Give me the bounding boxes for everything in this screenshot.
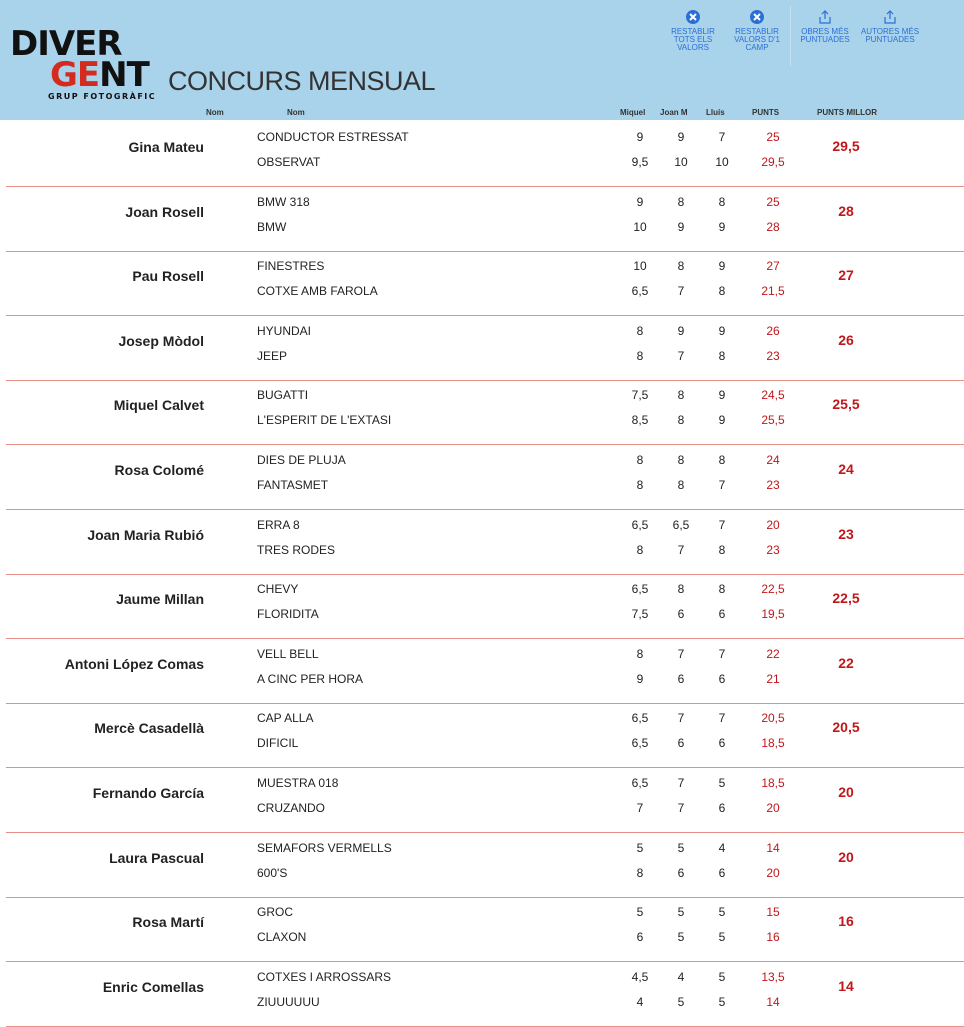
- column-header-judge-joan-m[interactable]: Joan M: [660, 108, 688, 117]
- share-icon: [817, 9, 833, 25]
- best-points: 24: [838, 461, 854, 477]
- best-points: 25,5: [832, 396, 860, 413]
- column-header-author[interactable]: Nom: [206, 108, 224, 117]
- work-points[interactable]: 13,5: [761, 969, 785, 984]
- score-joan-m[interactable]: 5: [677, 905, 685, 920]
- logo-subtitle: GRUP FOTOGRÀFIC: [48, 92, 157, 101]
- author-name[interactable]: Josep Mòdol: [118, 332, 204, 349]
- score-miquel[interactable]: 6,5: [631, 736, 649, 751]
- work-title[interactable]: FANTASMET: [257, 478, 329, 492]
- best-points: 20,5: [832, 719, 860, 736]
- best-points: 23: [838, 525, 854, 542]
- work-title[interactable]: 600'S: [257, 865, 288, 880]
- score-joan-m[interactable]: 6,5: [672, 517, 690, 532]
- score-miquel[interactable]: 8: [636, 865, 644, 880]
- score-lluis[interactable]: 9: [718, 259, 726, 274]
- top-works-button[interactable]: [793, 9, 857, 44]
- score-lluis[interactable]: 9: [718, 219, 726, 234]
- close-circle-icon: [685, 9, 701, 25]
- work-points[interactable]: 25,5: [761, 413, 785, 428]
- table-row[interactable]: [6, 574, 964, 639]
- score-lluis[interactable]: 8: [718, 194, 726, 209]
- work-title[interactable]: BMW: [257, 219, 287, 234]
- score-lluis[interactable]: 5: [718, 930, 726, 945]
- work-title[interactable]: VELL BELL: [257, 646, 319, 661]
- author-name[interactable]: Laura Pascual: [109, 849, 204, 866]
- work-title[interactable]: COTXE AMB FAROLA: [257, 284, 378, 299]
- score-lluis[interactable]: 5: [718, 969, 726, 984]
- work-title[interactable]: COTXES I ARROSSARS: [257, 969, 392, 984]
- work-points[interactable]: 24: [766, 453, 780, 467]
- work-points[interactable]: 19,5: [761, 607, 785, 622]
- work-title[interactable]: DIFICIL: [257, 736, 299, 751]
- score-miquel[interactable]: 4: [636, 994, 644, 1009]
- logo-line-2-b: NT: [99, 55, 149, 95]
- score-miquel[interactable]: 8: [636, 478, 644, 492]
- score-lluis[interactable]: 5: [718, 994, 726, 1009]
- work-title[interactable]: DIES DE PLUJA: [257, 453, 346, 467]
- table-row[interactable]: [6, 768, 964, 833]
- work-points[interactable]: 25: [766, 130, 780, 144]
- best-points: 16: [838, 913, 854, 930]
- work-points[interactable]: 22,5: [761, 582, 785, 597]
- author-name[interactable]: Gina Mateu: [128, 139, 204, 155]
- score-lluis[interactable]: 4: [718, 840, 726, 855]
- best-points: 29,5: [832, 138, 860, 154]
- work-title[interactable]: CHEVY: [257, 582, 299, 597]
- score-lluis[interactable]: 7: [718, 130, 726, 144]
- work-title[interactable]: MUESTRA 018: [257, 776, 339, 790]
- work-title[interactable]: ZIUUUUUU: [257, 994, 320, 1009]
- work-title[interactable]: FLORIDITA: [257, 607, 319, 622]
- score-lluis[interactable]: 6: [718, 607, 726, 622]
- author-name[interactable]: Joan Rosell: [125, 203, 204, 220]
- score-joan-m[interactable]: 6: [677, 607, 685, 622]
- work-points[interactable]: 29,5: [761, 155, 785, 169]
- score-lluis[interactable]: 7: [718, 711, 726, 726]
- score-miquel[interactable]: 9: [636, 671, 644, 686]
- work-points[interactable]: 25: [766, 194, 780, 209]
- author-name[interactable]: Antoni López Comas: [64, 655, 204, 672]
- toolbar-divider: [790, 6, 791, 66]
- author-name[interactable]: Rosa Colomé: [114, 462, 204, 478]
- score-joan-m[interactable]: 7: [677, 542, 685, 557]
- work-title[interactable]: JEEP: [257, 348, 288, 363]
- score-miquel[interactable]: 6,5: [631, 711, 649, 726]
- work-points[interactable]: 14: [766, 840, 780, 855]
- work-title[interactable]: A CINC PER HORA: [257, 671, 364, 686]
- score-miquel[interactable]: 5: [636, 840, 644, 855]
- score-joan-m[interactable]: 8: [677, 453, 685, 467]
- work-title[interactable]: SEMAFORS VERMELLS: [257, 840, 392, 855]
- score-joan-m[interactable]: 8: [677, 194, 685, 209]
- best-points: 22,5: [832, 590, 860, 607]
- logo-line-2: [50, 55, 149, 95]
- best-points: 20: [838, 784, 854, 800]
- work-points[interactable]: 23: [766, 478, 780, 492]
- best-points: 26: [838, 331, 854, 348]
- score-joan-m[interactable]: 8: [677, 413, 685, 428]
- score-miquel[interactable]: 6,5: [631, 284, 649, 299]
- score-joan-m[interactable]: 9: [677, 130, 685, 144]
- work-points[interactable]: 18,5: [761, 736, 785, 751]
- score-joan-m[interactable]: 6: [677, 736, 685, 751]
- score-miquel[interactable]: 8: [636, 323, 644, 338]
- author-name[interactable]: Jaume Millan: [116, 591, 204, 608]
- author-name[interactable]: Enric Comellas: [102, 978, 204, 995]
- score-lluis[interactable]: 6: [718, 736, 726, 751]
- table-row[interactable]: [6, 897, 964, 962]
- score-joan-m[interactable]: 6: [677, 671, 685, 686]
- work-points[interactable]: 22: [766, 646, 780, 661]
- score-miquel[interactable]: 6: [636, 930, 644, 945]
- logo-line-1: DIVER: [10, 24, 122, 64]
- score-joan-m[interactable]: 9: [677, 323, 685, 338]
- score-lluis[interactable]: 8: [718, 348, 726, 363]
- score-joan-m[interactable]: 5: [677, 840, 685, 855]
- score-joan-m[interactable]: 7: [677, 646, 685, 661]
- work-points[interactable]: 20: [766, 517, 780, 532]
- work-points[interactable]: 14: [766, 994, 780, 1009]
- score-joan-m[interactable]: 9: [677, 219, 685, 234]
- close-circle-icon: [749, 9, 765, 25]
- score-lluis[interactable]: 6: [718, 865, 726, 880]
- score-lluis[interactable]: 10: [715, 155, 729, 169]
- score-lluis[interactable]: 7: [718, 478, 726, 492]
- work-title[interactable]: HYUNDAI: [257, 323, 312, 338]
- table-row[interactable]: [6, 316, 964, 381]
- score-joan-m[interactable]: 8: [677, 388, 685, 403]
- score-miquel[interactable]: 9,5: [631, 155, 649, 169]
- table-row[interactable]: [6, 639, 964, 704]
- work-points[interactable]: 15: [766, 905, 780, 920]
- top-works-label: OBRES MÉS PUNTUADES: [800, 27, 850, 44]
- column-header-points[interactable]: PUNTS: [752, 108, 780, 117]
- page-title: CONCURS MENSUAL: [168, 66, 436, 96]
- score-miquel[interactable]: 8,5: [631, 413, 649, 428]
- score-lluis[interactable]: 5: [718, 776, 726, 790]
- author-name[interactable]: Joan Maria Rubió: [87, 526, 204, 543]
- work-points[interactable]: 21,5: [761, 284, 785, 299]
- reset-field-values-label: RESTABLIR VALORS D'1 CAMP: [734, 27, 780, 52]
- work-title[interactable]: BUGATTI: [257, 388, 309, 403]
- score-joan-m[interactable]: 7: [677, 711, 685, 726]
- work-points[interactable]: 18,5: [761, 776, 785, 790]
- work-points[interactable]: 20,5: [761, 711, 785, 726]
- table-row[interactable]: [6, 380, 964, 445]
- work-title[interactable]: TRES RODES: [257, 542, 336, 557]
- table-row[interactable]: [6, 445, 964, 510]
- score-joan-m[interactable]: 6: [677, 865, 685, 880]
- work-title[interactable]: CRUZANDO: [257, 801, 325, 815]
- author-name[interactable]: Rosa Martí: [132, 914, 204, 931]
- author-name[interactable]: Fernando García: [92, 785, 204, 801]
- work-points[interactable]: 16: [766, 930, 780, 945]
- work-points[interactable]: 24,5: [761, 388, 785, 403]
- score-lluis[interactable]: 9: [718, 323, 726, 338]
- score-lluis[interactable]: 6: [718, 801, 726, 815]
- score-joan-m[interactable]: 10: [674, 155, 688, 169]
- score-miquel[interactable]: 7,5: [631, 607, 649, 622]
- best-points: 28: [838, 202, 854, 219]
- score-miquel[interactable]: 8: [636, 348, 644, 363]
- score-joan-m[interactable]: 8: [677, 582, 685, 597]
- app-header: [0, 0, 964, 120]
- score-miquel[interactable]: 8: [636, 542, 644, 557]
- logo-line-2-a: GE: [50, 55, 100, 95]
- score-miquel[interactable]: 7,5: [631, 388, 649, 403]
- work-title[interactable]: BMW 318: [257, 194, 310, 209]
- work-points[interactable]: 27: [766, 259, 780, 274]
- top-authors-label: AUTORES MÉS PUNTUADES: [860, 27, 920, 44]
- score-lluis[interactable]: 8: [718, 284, 726, 299]
- score-lluis[interactable]: 8: [718, 542, 726, 557]
- score-joan-m[interactable]: 7: [677, 348, 685, 363]
- table-row[interactable]: [6, 187, 964, 252]
- table-row[interactable]: [6, 962, 964, 1027]
- score-joan-m[interactable]: 7: [677, 776, 685, 790]
- work-points[interactable]: 23: [766, 542, 780, 557]
- work-title[interactable]: GROC: [257, 905, 293, 920]
- score-lluis[interactable]: 5: [718, 905, 726, 920]
- score-miquel[interactable]: 9: [636, 130, 644, 144]
- score-lluis[interactable]: 8: [718, 582, 726, 597]
- score-joan-m[interactable]: 8: [677, 478, 685, 492]
- score-joan-m[interactable]: 5: [677, 930, 685, 945]
- score-joan-m[interactable]: 8: [677, 259, 685, 274]
- table-row[interactable]: [6, 833, 964, 898]
- work-title[interactable]: L'ESPERIT DE L'EXTASI: [257, 413, 392, 428]
- work-title[interactable]: FINESTRES: [257, 259, 325, 274]
- score-lluis[interactable]: 6: [718, 671, 726, 686]
- score-miquel[interactable]: 7: [636, 801, 644, 815]
- table-row[interactable]: [6, 510, 964, 575]
- top-authors-button[interactable]: [858, 9, 922, 44]
- score-miquel[interactable]: 8: [636, 453, 644, 467]
- share-icon: [882, 9, 898, 25]
- score-joan-m[interactable]: 7: [677, 801, 685, 815]
- author-name[interactable]: Pau Rosell: [132, 268, 204, 285]
- score-miquel[interactable]: 6,5: [631, 517, 649, 532]
- work-title[interactable]: OBSERVAT: [257, 155, 321, 169]
- reset-field-values-button[interactable]: [725, 9, 789, 52]
- divergent-logo: [10, 24, 160, 102]
- work-title[interactable]: ERRA 8: [257, 517, 300, 532]
- score-joan-m[interactable]: 7: [677, 284, 685, 299]
- score-miquel[interactable]: 6,5: [631, 582, 649, 597]
- work-points[interactable]: 21: [766, 671, 780, 686]
- reset-all-values-label: RESTABLIR TOTS ELS VALORS: [671, 27, 715, 52]
- column-header-judge-lluis[interactable]: Lluís: [706, 108, 725, 117]
- column-header-title[interactable]: Nom: [287, 108, 305, 117]
- work-title[interactable]: CAP ALLA: [257, 711, 314, 726]
- best-points: 20: [838, 848, 854, 865]
- author-name[interactable]: Mercè Casadellà: [94, 720, 204, 737]
- score-lluis[interactable]: 9: [718, 413, 726, 428]
- work-points[interactable]: 20: [766, 865, 780, 880]
- score-lluis[interactable]: 7: [718, 646, 726, 661]
- score-lluis[interactable]: 8: [718, 453, 726, 467]
- score-miquel[interactable]: 5: [636, 905, 644, 920]
- score-miquel[interactable]: 4,5: [631, 969, 649, 984]
- score-lluis[interactable]: 9: [718, 388, 726, 403]
- work-points[interactable]: 23: [766, 348, 780, 363]
- score-miquel[interactable]: 10: [633, 259, 647, 274]
- work-title[interactable]: CLAXON: [257, 930, 307, 945]
- score-miquel[interactable]: 8: [636, 646, 644, 661]
- table-row[interactable]: [6, 122, 964, 187]
- column-header-best-points[interactable]: PUNTS MILLOR: [817, 108, 877, 117]
- score-joan-m[interactable]: 4: [677, 969, 685, 984]
- work-points[interactable]: 28: [766, 219, 780, 234]
- column-header-judge-miquel[interactable]: Miquel: [620, 108, 646, 117]
- best-points: 27: [838, 267, 854, 284]
- table-row[interactable]: [6, 703, 964, 768]
- work-title[interactable]: CONDUCTOR ESTRESSAT: [257, 130, 409, 144]
- work-points[interactable]: 20: [766, 801, 780, 815]
- score-miquel[interactable]: 6,5: [631, 776, 649, 790]
- score-miquel[interactable]: 10: [633, 219, 647, 234]
- score-miquel[interactable]: 9: [636, 194, 644, 209]
- score-joan-m[interactable]: 5: [677, 994, 685, 1009]
- author-name[interactable]: Miquel Calvet: [113, 397, 204, 414]
- best-points: 22: [838, 654, 854, 671]
- work-points[interactable]: 26: [766, 323, 780, 338]
- best-points: 14: [838, 977, 854, 994]
- reset-all-values-button[interactable]: [661, 9, 725, 52]
- score-lluis[interactable]: 7: [718, 517, 726, 532]
- table-row[interactable]: [6, 251, 964, 316]
